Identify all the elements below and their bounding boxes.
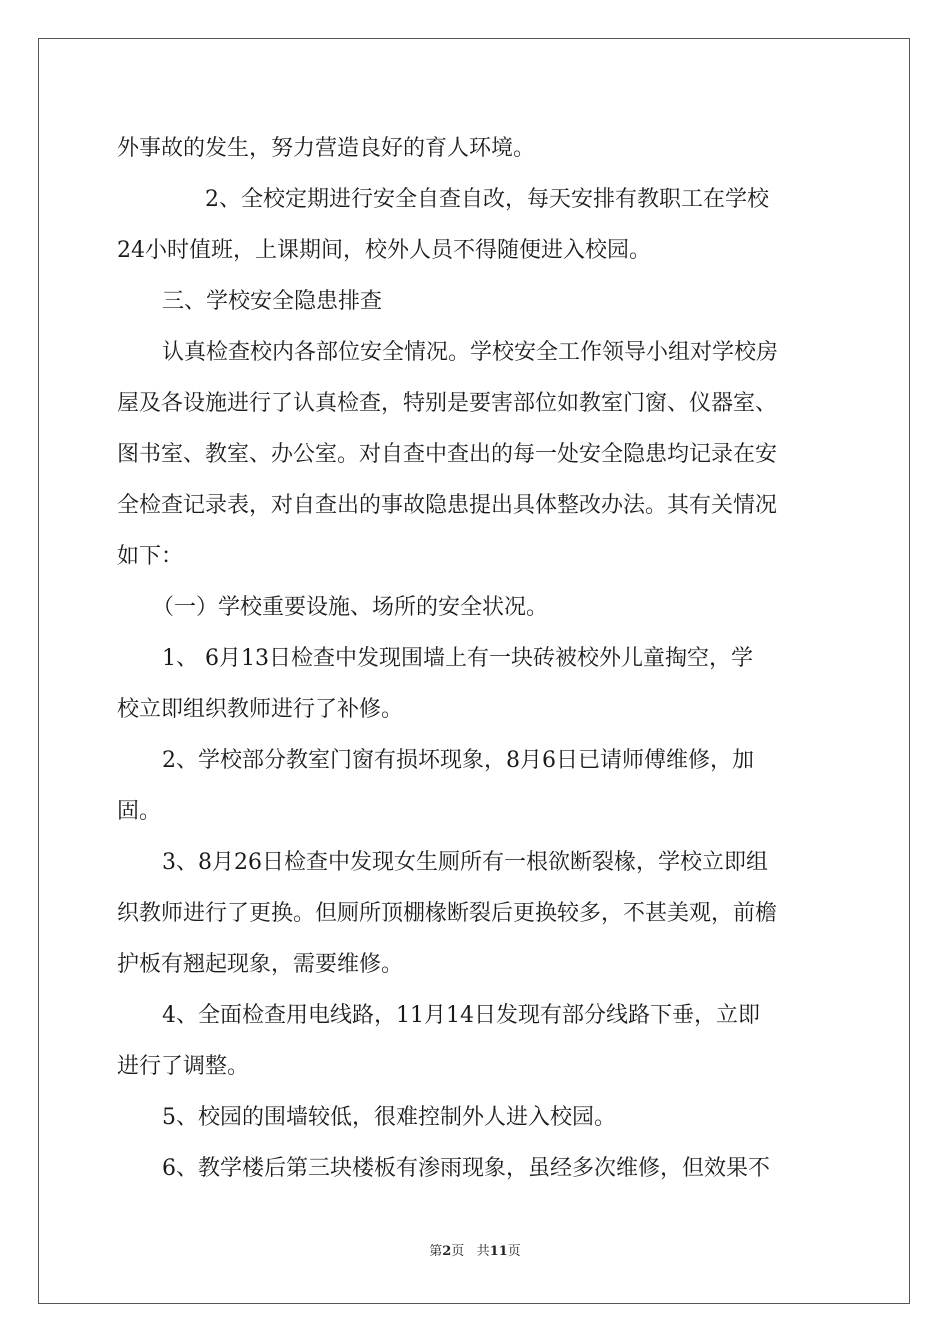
text-line-17: 护板有翘起现象，需要维修。 — [117, 952, 404, 977]
text-line-7: 图书室、教室、办公室。对自查中查出的每一处安全隐患均记录在安 — [117, 442, 778, 467]
text-line-11: 1、 6月13日检查中发现围墙上有一块砖被校外儿童掏空，学 — [162, 646, 753, 671]
text-line-20: 5、校园的围墙较低，很难控制外人进入校园。 — [162, 1105, 616, 1130]
footer-page-number: 2 — [442, 1244, 452, 1259]
text-line-5: 认真检查校内各部位安全情况。学校安全工作领导小组对学校房 — [162, 340, 779, 365]
text-line-16: 织教师进行了更换。但厕所顶棚椽断裂后更换较多，不甚美观，前檐 — [117, 901, 778, 926]
text-line-6: 屋及各设施进行了认真检查，特别是要害部位如教室门窗、仪器室、 — [117, 391, 778, 416]
text-line-15: 3、8月26日检查中发现女生厕所有一根欲断裂椽，学校立即组 — [162, 850, 768, 875]
footer-total-prefix: 共 — [476, 1244, 490, 1259]
footer-page-prefix: 第 — [429, 1244, 443, 1259]
text-line-14: 固。 — [117, 799, 162, 824]
text-line-8: 全检查记录表，对自查出的事故隐患提出具体整改办法。其有关情况 — [117, 493, 778, 518]
footer-page-suffix: 页 — [451, 1244, 465, 1259]
page-footer — [0, 1240, 950, 1259]
text-line-19: 进行了调整。 — [117, 1054, 250, 1079]
text-line-21: 6、教学楼后第三块楼板有渗雨现象，虽经多次维修，但效果不 — [162, 1156, 770, 1181]
text-line-1: 外事故的发生，努力营造良好的育人环境。 — [117, 136, 536, 161]
footer-total-suffix: 页 — [507, 1244, 521, 1259]
text-line-3: 24小时值班，上课期间，校外人员不得随便进入校园。 — [117, 238, 651, 263]
text-line-2: 2、全校定期进行安全自查自改，每天安排有教职工在学校 — [205, 187, 769, 212]
section-heading: 三、学校安全隐患排查 — [162, 289, 383, 314]
footer-total-number: 11 — [489, 1244, 508, 1259]
text-line-12: 校立即组织教师进行了补修。 — [117, 697, 404, 722]
text-line-13: 2、学校部分教室门窗有损坏现象，8月6日已请师傅维修，加 — [162, 748, 754, 773]
subsection-heading: （一）学校重要设施、场所的安全状况。 — [152, 595, 549, 620]
text-line-9: 如下： — [117, 544, 184, 569]
text-line-18: 4、全面检查用电线路，11月14日发现有部分线路下垂，立即 — [162, 1003, 760, 1028]
